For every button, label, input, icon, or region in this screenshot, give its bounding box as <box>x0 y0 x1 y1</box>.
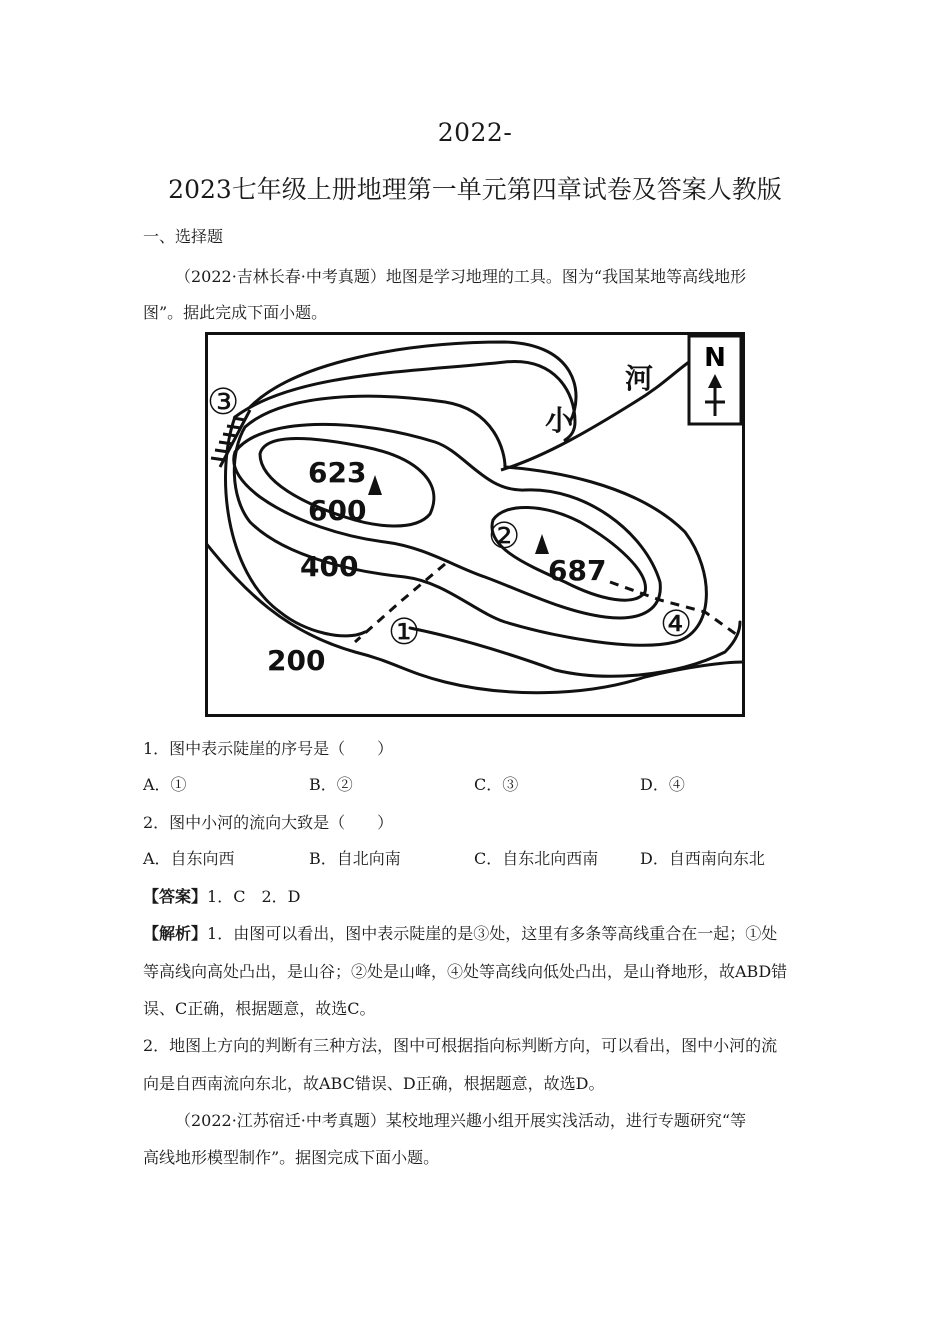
q2-option-c: C．自东北向西南 <box>474 849 599 868</box>
q1-option-d: D．④ <box>640 775 685 794</box>
section-heading: 一、选择题 <box>143 227 224 246</box>
q1-option-b: B．② <box>309 775 353 794</box>
mark-2: ② <box>488 516 521 557</box>
mark-4: ④ <box>660 604 693 645</box>
label-400: 400 <box>300 550 359 583</box>
analysis2-line2: 向是自西南流向东北，故ABC错误、D正确，根据题意，故选D。 <box>143 1074 605 1093</box>
label-600: 600 <box>308 494 367 527</box>
north-label: N <box>704 343 726 373</box>
analysis-tag: 【解析】 <box>143 924 208 943</box>
answer-text: 1．C 2．D <box>207 887 301 906</box>
analysis1-line1 <box>143 921 777 944</box>
river-label-xiao: 小 <box>545 404 574 437</box>
intro1-line1: （2022·吉林长春·中考真题）地图是学习地理的工具。图为“我国某地等高线地形 <box>175 267 747 286</box>
river-label-he: 河 <box>625 362 654 395</box>
q2-stem: 2．图中小河的流向大致是（ ） <box>143 813 394 832</box>
north-arrow-icon <box>689 336 741 424</box>
answer-line <box>143 884 300 907</box>
q2-option-d: D．自西南向东北 <box>640 849 765 868</box>
answer-tag: 【答案】 <box>143 887 208 906</box>
analysis2-line1: 2．地图上方向的判断有三种方法，图中可根据指向标判断方向，可以看出，图中小河的流 <box>143 1036 778 1055</box>
intro2-line2: 高线地形模型制作”。据图完成下面小题。 <box>143 1148 440 1167</box>
intro2-line1: （2022·江苏宿迁·中考真题）某校地理兴趣小组开展实浅活动，进行专题研究“等 <box>175 1111 747 1130</box>
mark-1: ① <box>388 612 421 653</box>
analysis1-line1-text: 1．由图可以看出，图中表示陡崖的是③处，这里有多条等高线重合在一起；①处 <box>207 924 778 943</box>
q1-option-c: C．③ <box>474 775 519 794</box>
title-line-1: 2022- <box>437 118 513 147</box>
title-line-2: 2023七年级上册地理第一单元第四章试卷及答案人教版 <box>168 175 782 204</box>
q1-option-a: A．① <box>143 775 187 794</box>
analysis1-line2: 等高线向高处凸出，是山谷；②处是山峰，④处等高线向低处凸出，是山脊地形，故ABD错 <box>143 962 788 981</box>
label-623: 623 <box>308 456 367 489</box>
q2-option-a: A．自东向西 <box>143 849 235 868</box>
q1-stem: 1．图中表示陡崖的序号是（ ） <box>143 739 394 758</box>
label-200: 200 <box>267 644 326 677</box>
mark-3: ③ <box>207 382 240 423</box>
q2-option-b: B．自北向南 <box>309 849 401 868</box>
label-687: 687 <box>548 554 607 587</box>
contour-map <box>205 332 745 718</box>
analysis1-line3: 误、C正确，根据题意，故选C。 <box>143 999 376 1018</box>
intro1-line2: 图”。据此完成下面小题。 <box>143 303 328 322</box>
